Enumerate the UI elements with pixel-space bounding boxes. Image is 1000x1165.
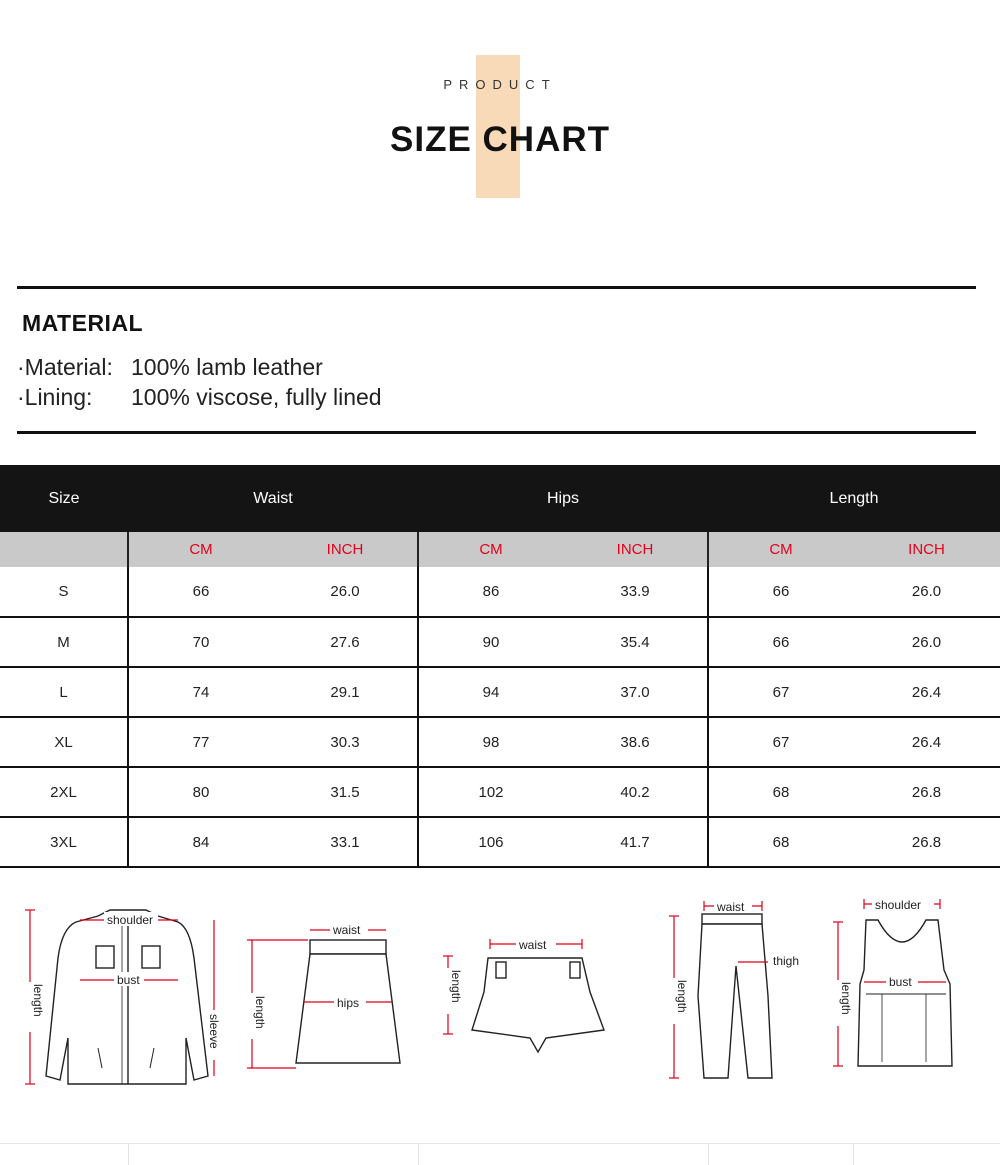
product-eyebrow: PRODUCT bbox=[443, 77, 557, 92]
material-value: 100% lamb leather bbox=[131, 354, 323, 380]
skirt-diagram bbox=[242, 918, 412, 1083]
lining-label: ·Lining: bbox=[17, 384, 93, 410]
unit-cell: CM bbox=[479, 541, 503, 558]
table-cell: 27.6 bbox=[273, 617, 418, 667]
table-cell: 86 bbox=[418, 567, 563, 617]
shorts-waist-label: waist bbox=[519, 938, 547, 952]
table-cell: 26.4 bbox=[853, 717, 1000, 767]
lining-line bbox=[17, 384, 382, 411]
table-row bbox=[0, 817, 1000, 867]
unit-row bbox=[0, 532, 1000, 567]
bottom-grid-line bbox=[418, 1143, 419, 1165]
page-title: SIZE CHART bbox=[390, 120, 610, 159]
bottom-grid-line bbox=[853, 1143, 854, 1165]
table-cell: 41.7 bbox=[563, 817, 708, 867]
length-header: Length bbox=[829, 489, 879, 507]
jacket-diagram bbox=[18, 898, 238, 1098]
table-cell: 35.4 bbox=[563, 617, 708, 667]
tank-length-label: length bbox=[839, 982, 853, 1015]
material-top-rule bbox=[17, 286, 976, 289]
material-heading: MATERIAL bbox=[22, 310, 144, 336]
pants-thigh-label: thigh bbox=[773, 954, 800, 968]
table-cell: 84 bbox=[128, 817, 273, 867]
table-cell: 67 bbox=[708, 717, 853, 767]
table-cell: 66 bbox=[708, 617, 853, 667]
skirt-hips-label: hips bbox=[337, 996, 360, 1010]
unit-cell: INCH bbox=[273, 532, 418, 567]
unit-cell-empty bbox=[0, 532, 128, 567]
pants-length-label: length bbox=[675, 980, 689, 1013]
lining-value: 100% viscose, fully lined bbox=[131, 384, 382, 410]
table-cell: 102 bbox=[418, 767, 563, 817]
bottom-grid-line bbox=[0, 1143, 1000, 1144]
table-cell: 31.5 bbox=[273, 767, 418, 817]
size-cell: S bbox=[0, 567, 128, 617]
jacket-sleeve-label: sleeve bbox=[207, 1014, 221, 1049]
shorts-length-label: length bbox=[449, 970, 463, 1003]
table-cell: 26.0 bbox=[273, 567, 418, 617]
material-label: ·Material: bbox=[17, 354, 113, 380]
waist-header: Waist bbox=[253, 489, 293, 507]
table-row bbox=[0, 767, 1000, 817]
table-cell: 68 bbox=[708, 817, 853, 867]
table-cell: 26.4 bbox=[853, 667, 1000, 717]
table-row bbox=[0, 667, 1000, 717]
table-cell: 66 bbox=[128, 567, 273, 617]
table-cell: 74 bbox=[128, 667, 273, 717]
table-cell: 80 bbox=[128, 767, 273, 817]
table-cell: 33.1 bbox=[273, 817, 418, 867]
table-cell: 30.3 bbox=[273, 717, 418, 767]
table-cell: 26.8 bbox=[853, 767, 1000, 817]
table-cell: 40.2 bbox=[563, 767, 708, 817]
bottom-grid-line bbox=[128, 1143, 129, 1165]
unit-cell: INCH bbox=[563, 532, 708, 567]
tank-shoulder-label: shoulder bbox=[875, 898, 922, 912]
table-cell: 98 bbox=[418, 717, 563, 767]
table-cell: 68 bbox=[708, 767, 853, 817]
unit-cell: CM bbox=[189, 541, 213, 558]
material-bottom-rule bbox=[17, 431, 976, 434]
table-row bbox=[0, 717, 1000, 767]
table-cell: 66 bbox=[708, 567, 853, 617]
size-cell: L bbox=[0, 667, 128, 717]
tank-diagram bbox=[826, 894, 996, 1079]
table-cell: 26.0 bbox=[853, 617, 1000, 667]
table-header-row bbox=[0, 465, 1000, 532]
table-cell: 26.0 bbox=[853, 567, 1000, 617]
material-line bbox=[17, 354, 323, 381]
pants-diagram bbox=[660, 896, 815, 1086]
size-header: Size bbox=[48, 489, 80, 507]
shorts-diagram bbox=[438, 932, 613, 1062]
size-cell: M bbox=[0, 617, 128, 667]
jacket-shoulder-label: shoulder bbox=[107, 913, 154, 927]
bottom-grid-line bbox=[708, 1143, 709, 1165]
table-cell: 38.6 bbox=[563, 717, 708, 767]
table-cell: 70 bbox=[128, 617, 273, 667]
pants-waist-label: waist bbox=[717, 900, 745, 914]
table-cell: 26.8 bbox=[853, 817, 1000, 867]
size-cell: XL bbox=[0, 717, 128, 767]
size-cell: 2XL bbox=[0, 767, 128, 817]
table-cell: 29.1 bbox=[273, 667, 418, 717]
table-cell: 106 bbox=[418, 817, 563, 867]
table-row bbox=[0, 567, 1000, 617]
table-cell: 77 bbox=[128, 717, 273, 767]
skirt-length-label: length bbox=[253, 996, 267, 1029]
table-cell: 94 bbox=[418, 667, 563, 717]
table-cell: 90 bbox=[418, 617, 563, 667]
tank-bust-label: bust bbox=[889, 975, 912, 989]
jacket-length-label: length bbox=[31, 984, 45, 1017]
size-table bbox=[0, 465, 1000, 868]
size-cell: 3XL bbox=[0, 817, 128, 867]
table-cell: 37.0 bbox=[563, 667, 708, 717]
table-cell: 67 bbox=[708, 667, 853, 717]
table-row bbox=[0, 617, 1000, 667]
jacket-bust-label: bust bbox=[117, 973, 140, 987]
table-cell: 33.9 bbox=[563, 567, 708, 617]
hips-header: Hips bbox=[547, 489, 580, 507]
unit-cell: CM bbox=[769, 541, 793, 558]
skirt-waist-label: waist bbox=[333, 923, 361, 937]
unit-cell: INCH bbox=[908, 541, 945, 558]
